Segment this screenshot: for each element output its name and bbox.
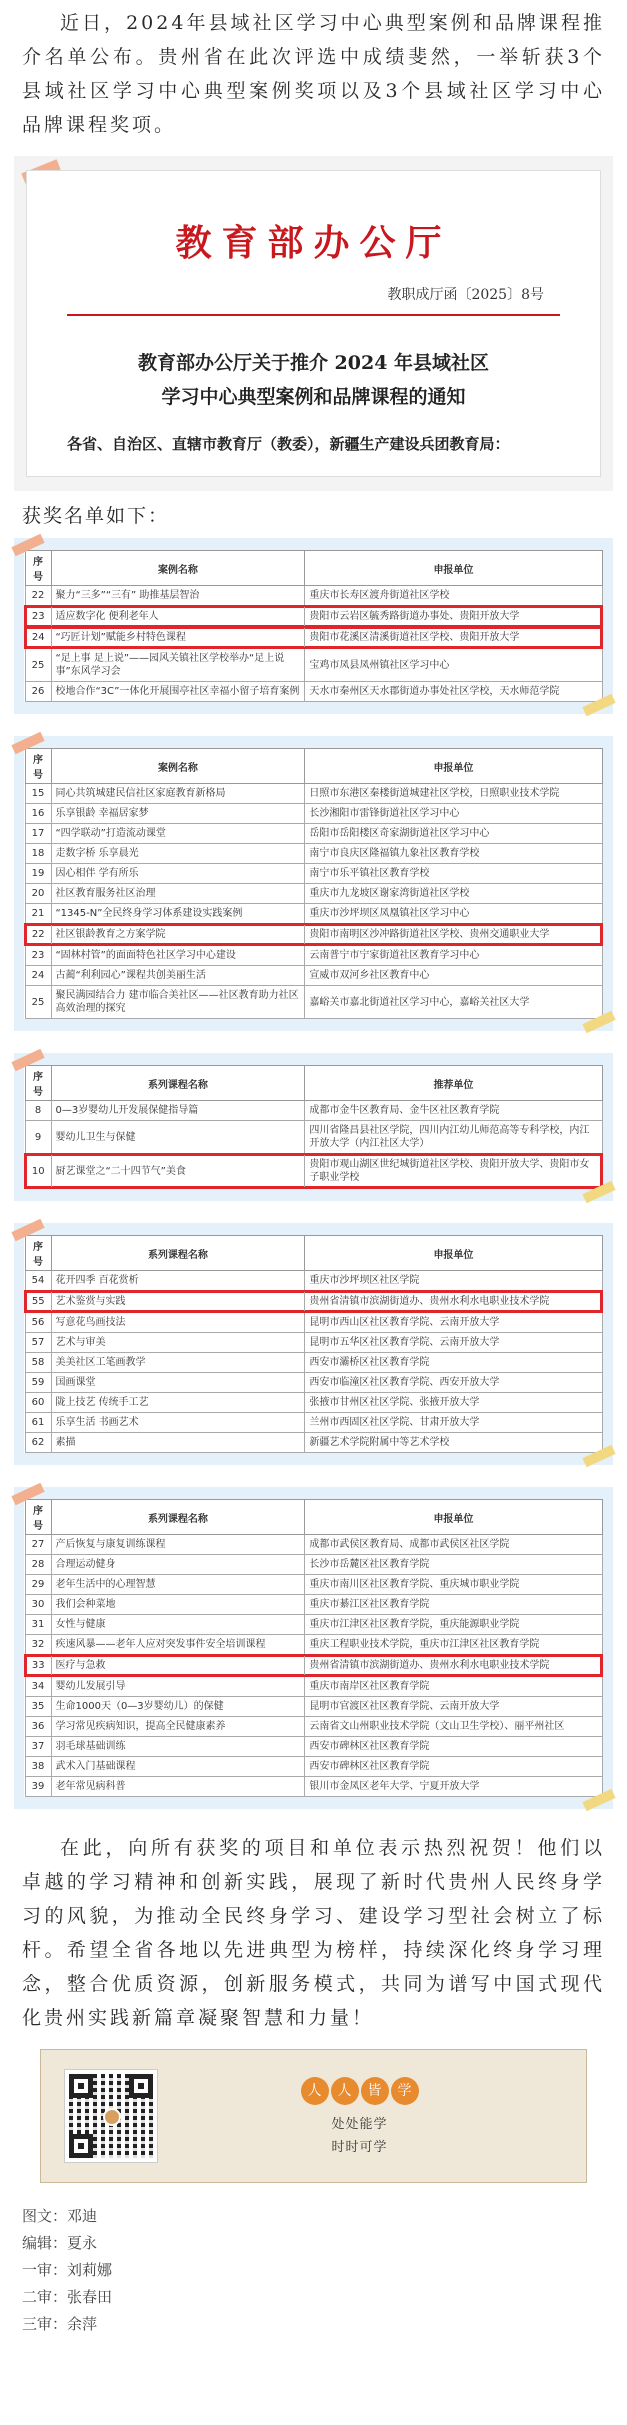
row-number: 57	[25, 1333, 51, 1353]
item-name: 陇上技艺 传统手工艺	[51, 1393, 305, 1413]
unit-name: 西安市碑林区社区教育学院	[305, 1757, 602, 1777]
unit-name: 岳阳市岳阳楼区奇家湖街道社区学习中心	[305, 824, 602, 844]
slogan-badges	[300, 2077, 420, 2105]
item-name: 婴幼儿卫生与保健	[51, 1121, 305, 1155]
row-number: 59	[25, 1373, 51, 1393]
item-name: 同心共筑城建民信社区家庭教育新格局	[51, 784, 305, 804]
table-row	[25, 824, 602, 844]
unit-name: 重庆市沙坪坝区凤凰镇社区学习中心	[305, 904, 602, 925]
unit-name: 重庆市长寿区渡舟街道社区学校	[305, 586, 602, 607]
row-number: 31	[25, 1615, 51, 1635]
row-number: 39	[25, 1777, 51, 1797]
table-header-row	[25, 749, 602, 784]
table-row	[25, 1635, 602, 1656]
item-name: 花开四季 百花赏析	[51, 1271, 305, 1292]
unit-name: 日照市东港区秦楼街道城建社区学校，日照职业技术学院	[305, 784, 602, 804]
table-row-highlighted	[25, 1154, 602, 1188]
unit-name: 兰州市西固区社区学院、甘肃开放大学	[305, 1413, 602, 1433]
credit-line: 编辑：夏永	[22, 2234, 98, 2252]
item-name: 合理运动健身	[51, 1555, 305, 1575]
table-row	[25, 1777, 602, 1797]
unit-name: 宝鸡市凤县凤州镇社区学习中心	[305, 648, 602, 682]
unit-name: 云南普宁市宁家街道社区教育学习中心	[305, 945, 602, 966]
item-name: “1345-N”全民终身学习体系建设实践案例	[51, 904, 305, 925]
item-name: 国画课堂	[51, 1373, 305, 1393]
unit-name: 昆明市五华区社区教育学院、云南开放大学	[305, 1333, 602, 1353]
award-table-card	[14, 1223, 613, 1465]
column-header: 推荐单位	[305, 1066, 602, 1101]
item-name: 乐享生活 书画艺术	[51, 1413, 305, 1433]
row-number: 27	[25, 1535, 51, 1555]
column-header: 案例名称	[51, 749, 305, 784]
table-row-highlighted	[25, 627, 602, 648]
table-row-highlighted	[25, 924, 602, 945]
item-name: 学习常见疾病知识，提高全民健康素养	[51, 1717, 305, 1737]
table-header-row	[25, 1236, 602, 1271]
row-number: 32	[25, 1635, 51, 1656]
column-header: 序号	[25, 1500, 51, 1535]
item-name: “四学联动”打造流动课堂	[51, 824, 305, 844]
table-row	[25, 1433, 602, 1453]
unit-name: 张掖市甘州区社区学院、张掖开放大学	[305, 1393, 602, 1413]
row-number: 16	[25, 804, 51, 824]
award-tables	[0, 538, 627, 1809]
row-number: 38	[25, 1757, 51, 1777]
unit-name: 贵州省清镇市滨湖街道办、贵州水利水电职业技术学院	[305, 1291, 602, 1312]
table-row	[25, 784, 602, 804]
table-row	[25, 1121, 602, 1155]
award-heading: 获奖名单如下：	[22, 505, 170, 527]
unit-name: 南宁市乐平镇社区教育学校	[305, 864, 602, 884]
award-table-card	[14, 1487, 613, 1809]
table-row	[25, 1312, 602, 1333]
row-number: 25	[25, 648, 51, 682]
row-number: 30	[25, 1595, 51, 1615]
item-name: 聚民满园结合力 建市临合美社区——社区教育助力社区高效治理的探究	[51, 986, 305, 1019]
item-name: 校地合作“3C”一体化开展围亭社区幸福小留子培育案例	[51, 682, 305, 702]
slogan-badge: 皆	[361, 2077, 389, 2105]
row-number: 36	[25, 1717, 51, 1737]
table-row	[25, 1697, 602, 1717]
item-name: 武术入门基础课程	[51, 1757, 305, 1777]
row-number: 61	[25, 1413, 51, 1433]
table-row	[25, 1615, 602, 1635]
credit-line: 一审：刘莉娜	[22, 2261, 113, 2279]
row-number: 54	[25, 1271, 51, 1292]
item-name: 聚力“三多”“三有” 助推基层智治	[51, 586, 305, 607]
table-row	[25, 945, 602, 966]
item-name: 羽毛球基础训练	[51, 1737, 305, 1757]
unit-name: 贵阳市云岩区毓秀路街道办事处、贵阳开放大学	[305, 606, 602, 627]
item-name: 0—3岁婴幼儿开发展保健指导篇	[51, 1101, 305, 1121]
unit-name: 新疆艺术学院附属中等艺术学校	[305, 1433, 602, 1453]
intro-paragraph: 近日，2024年县域社区学习中心典型案例和品牌课程推介名单公布。贵州省在此次评选中成绩斐然，一举斩获3个县域社区学习中心典型案例奖项以及3个县域社区学习中心品牌课程奖项。	[22, 12, 605, 136]
row-number: 20	[25, 884, 51, 904]
notice-title-line1: 教育部办公厅关于推介 2024 年县域社区	[137, 352, 490, 374]
unit-name: 贵阳市观山湖区世纪城街道社区学校、贵阳开放大学、贵阳市女子职业学校	[305, 1154, 602, 1188]
table-row-highlighted	[25, 1291, 602, 1312]
unit-name: 贵阳市南明区沙冲路街道社区学校、贵州交通职业大学	[305, 924, 602, 945]
item-name: 因心相伴 学有所乐	[51, 864, 305, 884]
notice-code: 教职成厅函〔2025〕8号	[387, 287, 544, 303]
unit-name: 昆明市西山区社区教育学院、云南开放大学	[305, 1312, 602, 1333]
unit-name: 昆明市官渡区社区教育学院、云南开放大学	[305, 1697, 602, 1717]
row-number: 10	[25, 1154, 51, 1188]
column-header: 系列课程名称	[51, 1236, 305, 1271]
item-name: “足上事 足上说”——园风关镇社区学校举办“足上说事”东风学习会	[51, 648, 305, 682]
notice-title-line2: 学习中心典型案例和品牌课程的通知	[161, 386, 466, 408]
column-header: 序号	[25, 749, 51, 784]
row-number: 34	[25, 1676, 51, 1697]
table-row	[25, 804, 602, 824]
column-header: 序号	[25, 551, 51, 586]
row-number: 28	[25, 1555, 51, 1575]
unit-name: 重庆市綦江区社区教育学院	[305, 1595, 602, 1615]
table-row	[25, 1737, 602, 1757]
column-header: 系列课程名称	[51, 1500, 305, 1535]
notice-recipients: 各省、自治区、直辖市教育厅（教委），新疆生产建设兵团教育局：	[67, 435, 510, 453]
award-table-card	[14, 736, 613, 1031]
item-name: 老年常见病科普	[51, 1777, 305, 1797]
table-row	[25, 1555, 602, 1575]
table-row	[25, 1373, 602, 1393]
row-number: 24	[25, 966, 51, 986]
unit-name: 重庆市南岸区社区教育学院	[305, 1676, 602, 1697]
column-header: 序号	[25, 1236, 51, 1271]
unit-name: 西安市临潼区社区教育学院、西安开放大学	[305, 1373, 602, 1393]
row-number: 18	[25, 844, 51, 864]
table-row	[25, 1575, 602, 1595]
column-header: 序号	[25, 1066, 51, 1101]
row-number: 17	[25, 824, 51, 844]
closing-paragraph: 在此，向所有获奖的项目和单位表示热烈祝贺！他们以卓越的学习精神和创新实践，展现了新时代贵州人民终身学习的风貌，为推动全民终身学习、建设学习型社会树立了标杆。希望全省各地以先进典型为榜样，持续深化终身学习理念，整合优质资源，创新服务模式，共同为谱写中国式现代化贵州实践新篇章凝聚智慧和力量！	[22, 1837, 605, 2029]
row-number: 58	[25, 1353, 51, 1373]
award-table-card	[14, 538, 613, 714]
item-name: 女性与健康	[51, 1615, 305, 1635]
table-row	[25, 586, 602, 607]
table-row	[25, 904, 602, 925]
credit-line: 图文：邓迪	[22, 2207, 98, 2225]
unit-name: 长沙湘阳市雷锋街道社区学习中心	[305, 804, 602, 824]
table-row	[25, 966, 602, 986]
item-name: 社区银龄教育之方案学院	[51, 924, 305, 945]
row-number: 25	[25, 986, 51, 1019]
table-row-highlighted	[25, 606, 602, 627]
credits	[0, 2183, 627, 2338]
item-name: 老年生活中的心理智慧	[51, 1575, 305, 1595]
item-name: 婴幼儿发展引导	[51, 1676, 305, 1697]
row-number: 35	[25, 1697, 51, 1717]
slogan-badge: 人	[301, 2077, 329, 2105]
slogan-line1: 处处能学	[331, 2117, 388, 2132]
notice-divider	[67, 314, 560, 316]
table-row	[25, 648, 602, 682]
item-name: “巧匠计划”赋能乡村特色课程	[51, 627, 305, 648]
table-row-highlighted	[25, 1655, 602, 1676]
row-number: 62	[25, 1433, 51, 1453]
row-number: 9	[25, 1121, 51, 1155]
table-row	[25, 1333, 602, 1353]
table-row	[25, 864, 602, 884]
table-row	[25, 884, 602, 904]
unit-name: 重庆市沙坪坝区社区学院	[305, 1271, 602, 1292]
item-name: 素描	[51, 1433, 305, 1453]
item-name: 乐享银龄 幸福居家梦	[51, 804, 305, 824]
award-table-card	[14, 1053, 613, 1201]
table-row	[25, 682, 602, 702]
table-row	[25, 1271, 602, 1292]
row-number: 37	[25, 1737, 51, 1757]
unit-name: 南宁市良庆区隆福镇九象社区教育学校	[305, 844, 602, 864]
award-table	[24, 550, 603, 702]
credit-line: 三审：余萍	[22, 2315, 98, 2333]
unit-name: 四川省隆昌县社区学院，四川内江幼儿师范高等专科学校，内江开放大学（内江社区大学）	[305, 1121, 602, 1155]
item-name: 美美社区工笔画教学	[51, 1353, 305, 1373]
item-name: 古蔺“利利园心”课程共创美丽生活	[51, 966, 305, 986]
table-row	[25, 986, 602, 1019]
slogan-badge: 学	[391, 2077, 419, 2105]
unit-name: 西安市碑林区社区教育学院	[305, 1737, 602, 1757]
table-row	[25, 844, 602, 864]
unit-name: 西安市灞桥区社区教育学院	[305, 1353, 602, 1373]
item-name: 医疗与急救	[51, 1655, 305, 1676]
row-number: 33	[25, 1655, 51, 1676]
row-number: 22	[25, 924, 51, 945]
unit-name: 重庆市九龙坡区谢家湾街道社区学校	[305, 884, 602, 904]
table-row	[25, 1676, 602, 1697]
unit-name: 云南省文山州职业技术学院（文山卫生学校）、丽平州社区	[305, 1717, 602, 1737]
item-name: 艺术与审美	[51, 1333, 305, 1353]
unit-name: 贵州省清镇市滨湖街道办、贵州水利水电职业技术学院	[305, 1655, 602, 1676]
row-number: 23	[25, 606, 51, 627]
item-name: 生命1000天（0—3岁婴幼儿）的保健	[51, 1697, 305, 1717]
unit-name: 重庆市南川区社区教育学院、重庆城市职业学院	[305, 1575, 602, 1595]
item-name: 社区教育服务社区治理	[51, 884, 305, 904]
qr-code-icon[interactable]	[65, 2070, 157, 2162]
unit-name: 天水市秦州区天水郡街道办事处社区学校，天水师范学院	[305, 682, 602, 702]
item-name: 产后恢复与康复训练课程	[51, 1535, 305, 1555]
table-row	[25, 1757, 602, 1777]
unit-name: 成都市金牛区教育局、金牛区社区教育学院	[305, 1101, 602, 1121]
credit-line: 二审：张春田	[22, 2288, 113, 2306]
item-name: 我们会种菜地	[51, 1595, 305, 1615]
notice-image	[14, 156, 613, 491]
table-header-row	[25, 551, 602, 586]
column-header: 系列课程名称	[51, 1066, 305, 1101]
row-number: 55	[25, 1291, 51, 1312]
row-number: 24	[25, 627, 51, 648]
unit-name: 贵阳市花溪区清溪街道社区学校、贵阳开放大学	[305, 627, 602, 648]
unit-name: 银川市金凤区老年大学、宁夏开放大学	[305, 1777, 602, 1797]
slogan	[157, 2077, 562, 2155]
row-number: 21	[25, 904, 51, 925]
table-header-row	[25, 1500, 602, 1535]
unit-name: 重庆市江津区社区教育学院，重庆能源职业学院	[305, 1615, 602, 1635]
notice-document	[26, 170, 601, 477]
row-number: 29	[25, 1575, 51, 1595]
column-header: 申报单位	[305, 551, 602, 586]
table-header-row	[25, 1066, 602, 1101]
item-name: “固林村管”的面面特色社区学习中心建设	[51, 945, 305, 966]
table-row	[25, 1595, 602, 1615]
item-name: 走数字桥 乐享晨光	[51, 844, 305, 864]
item-name: 艺术鉴赏与实践	[51, 1291, 305, 1312]
row-number: 19	[25, 864, 51, 884]
column-header: 申报单位	[305, 749, 602, 784]
column-header: 申报单位	[305, 1236, 602, 1271]
column-header: 申报单位	[305, 1500, 602, 1535]
row-number: 23	[25, 945, 51, 966]
notice-org: 教育部办公厅	[175, 222, 452, 264]
award-table	[24, 1065, 603, 1189]
row-number: 60	[25, 1393, 51, 1413]
table-row	[25, 1413, 602, 1433]
item-name: 适应数字化 便利老年人	[51, 606, 305, 627]
unit-name: 宣威市双河乡社区教育中心	[305, 966, 602, 986]
row-number: 8	[25, 1101, 51, 1121]
unit-name: 成都市武侯区教育局、成都市武侯区社区学院	[305, 1535, 602, 1555]
unit-name: 嘉峪关市嘉北街道社区学习中心，嘉峪关社区大学	[305, 986, 602, 1019]
table-row	[25, 1353, 602, 1373]
table-row	[25, 1393, 602, 1413]
slogan-line2: 时时可学	[331, 2140, 388, 2155]
notice-title	[67, 346, 560, 414]
slogan-badge: 人	[331, 2077, 359, 2105]
qr-logo-icon	[103, 2108, 121, 2126]
table-row	[25, 1101, 602, 1121]
award-table	[24, 748, 603, 1019]
table-row	[25, 1717, 602, 1737]
unit-name: 长沙市岳麓区社区教育学院	[305, 1555, 602, 1575]
column-header: 案例名称	[51, 551, 305, 586]
award-table	[24, 1235, 603, 1453]
row-number: 15	[25, 784, 51, 804]
item-name: 疾速风暴——老年人应对突发事件安全培训课程	[51, 1635, 305, 1656]
table-row	[25, 1535, 602, 1555]
qr-promo-box	[40, 2049, 587, 2183]
row-number: 22	[25, 586, 51, 607]
item-name: 厨艺课堂之“二十四节气”美食	[51, 1154, 305, 1188]
award-table	[24, 1499, 603, 1797]
unit-name: 重庆工程职业技术学院，重庆市江津区社区教育学院	[305, 1635, 602, 1656]
item-name: 写意花鸟画技法	[51, 1312, 305, 1333]
row-number: 56	[25, 1312, 51, 1333]
row-number: 26	[25, 682, 51, 702]
